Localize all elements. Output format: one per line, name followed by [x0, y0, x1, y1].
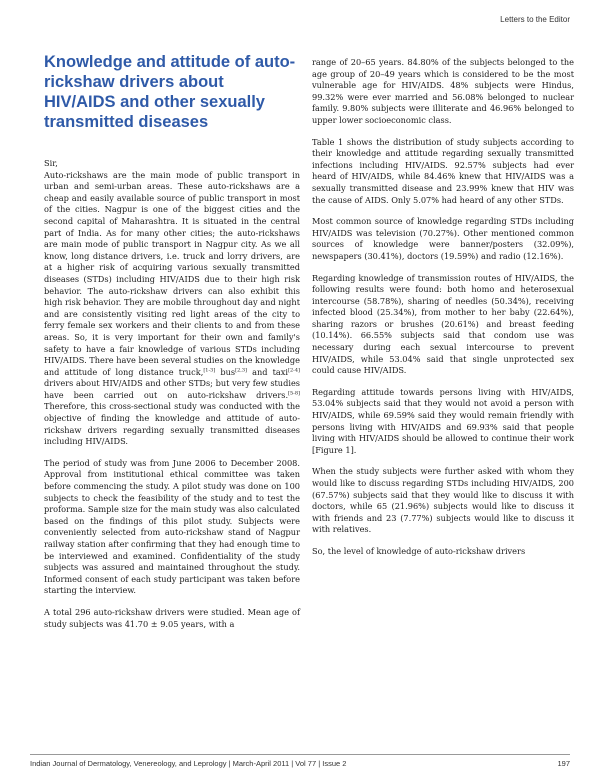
- paragraph-demographics: range of 20–65 years. 84.80% of the subjects belonged to the age group of 20–49 years which is considered to be the most vulnerable age for HIV/AIDS. 48% subjects were Hindus, 99.32% were ever married and 56.08% belonged to nuclear family. 9.80% subjects were illiterate and 46.96% belonged to upper lower socioeconomic class.: [312, 57, 574, 125]
- salutation: Sir,: [44, 158, 58, 168]
- left-column: [44, 158, 300, 640]
- paragraph-discussion: When the study subjects were further asked with whom they would like to discuss regarding STDs including HIV/AIDS, 200 (67.57%) subjects said that they would like to discuss it with doctors, while 65 (21.96%) subjects would like to discuss it with friends and 23 (7.77%) subjects would like to discuss it with relatives.: [312, 466, 574, 535]
- paragraph-table1: Table 1 shows the distribution of study subjects according to their knowledge and attitude regarding sexually transmitted infections including HIV/AIDS. 92.57% subjects had ever heard of HIV/AIDS, while 84.46% knew that HIV/AIDS was a sexually transmitted disease and 23.99% knew that HIV was the cause of AIDS. Only 5.07% had heard of any other STDs.: [312, 136, 574, 205]
- citation[interactable]: [2-4]: [288, 366, 300, 373]
- paragraph-attitude: Regarding attitude towards persons living with HIV/AIDS, 53.04% subjects said that they would not avoid a person with HIV/AIDS, while 69.59% said they would remain friendly with persons living with HIV/AIDS and 69.93% said that people living with HIV/AIDS should be allowed to continue their work [Figure 1].: [312, 386, 574, 455]
- journal-citation: Indian Journal of Dermatology, Venereology, and Leprology | March-April 2011 | Vol 77 | Issue 2: [30, 759, 347, 768]
- paragraph-transmission: Regarding knowledge of transmission routes of HIV/AIDS, the following results were found: both homo and heterosexual intercourse (58.78%), sharing of needles (50.34%), receiving infected blood (25.34%), from mother to her baby (22.64%), sharing razors or brushes (20.61%) and breast feeding (10.14%). 66.55% subjects said that condom use was necessary during each sexual intercourse to prevent HIV/AIDS, while 53.04% said that single unprotected sex could cause HIV/AIDS.: [312, 272, 574, 376]
- page-footer: [30, 754, 570, 768]
- section-header: Letters to the Editor: [500, 15, 570, 24]
- paragraph-methods: The period of study was from June 2006 to December 2008. Approval from institutional ethical committee was taken before commencing the study. A pilot study was done on 100 subjects to check the feasibility of the study and to test the proforma. Sample size for the main study was also calculated based on the findings of this pilot study. Subjects were conveniently selected from auto-rickshaw stand of Nagpur railway station after confirming that they had enough time to be interviewed and examined. Confidentiality of the study subjects was assured and maintained throughout the study. Informed consent of each study participant was taken before starting the interview.: [44, 457, 300, 596]
- paragraph-intro: Auto-rickshaws are the main mode of public transport in urban and semi-urban areas. These auto-rickshaws are a cheap and easily available source of public transport in most of the cities. Nagpur is one of the biggest cities and the second capital of Maharashtra. It is situated in the central part of India. As for many other cities; the auto-rickshaws are main mode of public transport in Nagpur city. As we all know, long distance drivers, i.e. truck and lorry drivers, are at a higher risk of acquiring various sexually transmitted diseases (STDs) including HIV/AIDS due to their high risk behavior. The auto-rickshaw drivers can also exhibit this high risk behavior. They are mobile throughout day and night and are consistently visiting red light areas of the city to ferry female sex workers and their clients to and from these areas. So, it is very important for their own and family's safety to have a fair knowledge of various STDs including HIV/AIDS. There have been several studies on the knowledge and attitude of long distance truck,[1-3] bus[2,3] and taxi[2-4] drivers about HIV/AIDS and other STDs; but very few studies have been carried out on auto-rickshaw drivers.[5-8] Therefore, this cross-sectional study was conducted with the objective of finding the knowledge and attitude of auto-rickshaw drivers regarding sexually transmitted diseases including HIV/AIDS.: [44, 169, 300, 447]
- article-title: Knowledge and attitude of auto-rickshaw drivers about HIV/AIDS and other sexually transmitted diseases: [44, 53, 296, 131]
- citation[interactable]: [1-3]: [203, 366, 216, 373]
- paragraph-results-start: A total 296 auto-rickshaw drivers were studied. Mean age of study subjects was 41.70 ± 9.05 years, with a: [44, 606, 300, 629]
- right-column: [312, 57, 574, 568]
- citation[interactable]: [2,3]: [235, 366, 247, 373]
- paragraph-sources: Most common source of knowledge regarding STDs including HIV/AIDS was television (70.27%). Other mentioned common sources of knowledge were banner/posters (32.09%), newspapers (30.41%), doctors (19.59%) and radio (12.16%).: [312, 216, 574, 261]
- citation[interactable]: [5-8]: [288, 390, 300, 397]
- page-number: 197: [557, 759, 570, 768]
- paragraph-conclusion-start: So, the level of knowledge of auto-rickshaw drivers: [312, 545, 526, 556]
